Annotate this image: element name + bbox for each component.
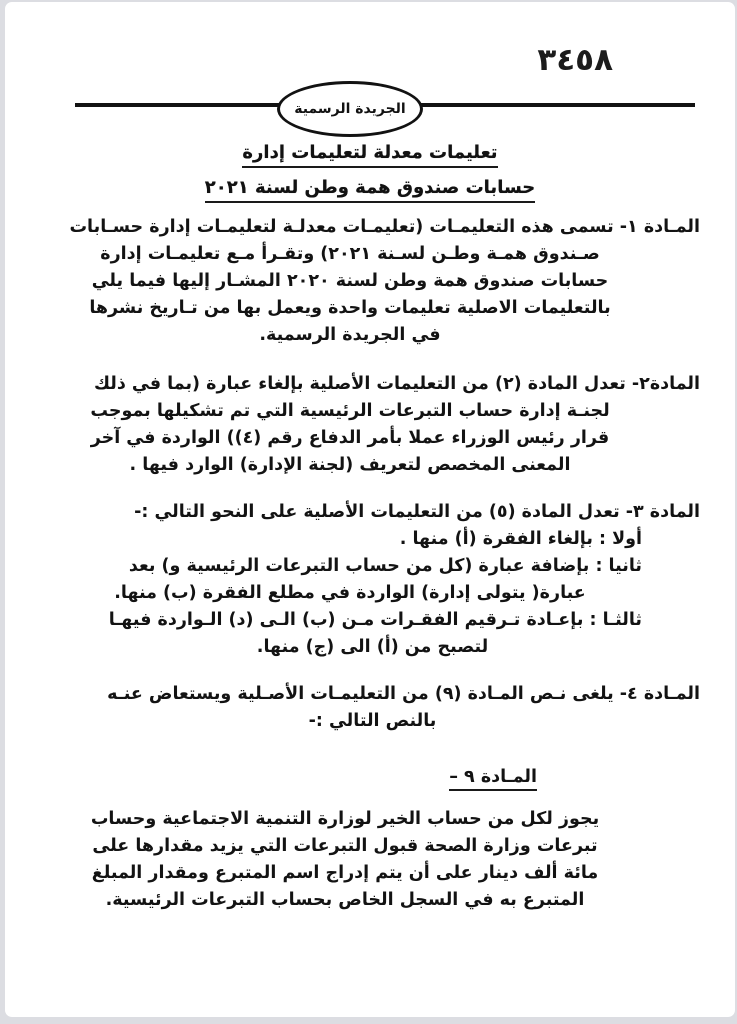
article-9-body	[45, 806, 700, 914]
gazette-badge-label: الجريدة الرسمية	[294, 101, 406, 117]
article-9-line: مائة ألف دينار على أن يتم إدراج اسم المتبرع ومقدار المبلغ	[91, 863, 599, 883]
article-4-line: بالنص التالي :-	[308, 711, 437, 731]
article-9-heading	[45, 764, 700, 791]
document-title	[5, 142, 735, 212]
document-page	[5, 2, 735, 1017]
gazette-oval-badge	[277, 81, 423, 137]
article-3-line: عبارة( يتولى إدارة) الواردة في مطلع الفقرة (ب) منها.	[114, 583, 586, 603]
article-9-heading-text: المـادة ٩ –	[449, 767, 537, 791]
article-1-line: المـادة ١- تسمى هذه التعليمـات (تعليمـات معدلـة لتعليمـات إدارة حسـابات	[69, 217, 700, 237]
title-line-1: تعليمات معدلة لتعليمات إدارة	[242, 142, 497, 168]
article-1-line: صـندوق همـة وطـن لسـنة ٢٠٢١) وتقـرأ مـع تعليمـات إدارة	[100, 244, 600, 264]
article-2-line: قرار رئيس الوزراء عملا بأمر الدفاع رقم (٤)) الواردة في آخر	[90, 428, 610, 448]
page-number: ٣٤٥٨	[537, 42, 613, 78]
article-2	[45, 371, 700, 479]
article-3-line: لتصبح من (أ) الى (ج) منها.	[256, 637, 489, 657]
article-1-line: في الجريدة الرسمية.	[259, 325, 441, 345]
article-3-line: المادة ٣- تعدل المادة (٥) من التعليمات الأصلية على النحو التالي :-	[134, 502, 700, 522]
article-4-line: المـادة ٤- يلغى نـص المـادة (٩) من التعليمـات الأصـلية ويستعاض عنـه	[107, 684, 700, 704]
article-2-line: لجنـة إدارة حساب التبرعات الرئيسية التي تم تشكيلها بموجب	[90, 401, 610, 421]
article-1-line: حسابات صندوق همة وطن لسنة ٢٠٢٠ المشـار إليها فيما يلي	[91, 271, 609, 291]
article-9-line: تبرعات وزارة الصحة قبول التبرعات التي يزيد مقدارها على	[92, 836, 598, 856]
article-3	[45, 499, 700, 661]
article-2-line: المعنى المخصص لتعريف (لجنة الإدارة) الوارد فيها .	[129, 455, 571, 475]
document-body	[45, 214, 700, 914]
article-9-line: يجوز لكل من حساب الخير لوزارة التنمية الاجتماعية وحساب	[90, 809, 600, 829]
article-9-line: المتبرع به في السجل الخاص بحساب التبرعات الرئيسية.	[105, 890, 585, 910]
title-line-2: حسابات صندوق همة وطن لسنة ٢٠٢١	[205, 177, 536, 203]
article-2-line: المادة٢- تعدل المادة (٢) من التعليمات الأصلية بإلغاء عبارة (بما في ذلك	[93, 374, 700, 394]
article-3-line: أولا : بإلغاء الفقرة (أ) منها .	[399, 529, 642, 549]
article-1	[45, 214, 700, 349]
article-3-line: ثالثـا : بإعـادة تـرقيم الفقـرات مـن (ب) الـى (د) الـواردة فيهـا	[108, 610, 642, 630]
article-4	[45, 681, 700, 735]
article-3-line: ثانيا : بإضافة عبارة (كل من حساب التبرعات الرئيسية و) بعد	[128, 556, 642, 576]
article-1-line: بالتعليمات الاصلية تعليمات واحدة ويعمل بها من تـاريخ نشرها	[89, 298, 611, 318]
